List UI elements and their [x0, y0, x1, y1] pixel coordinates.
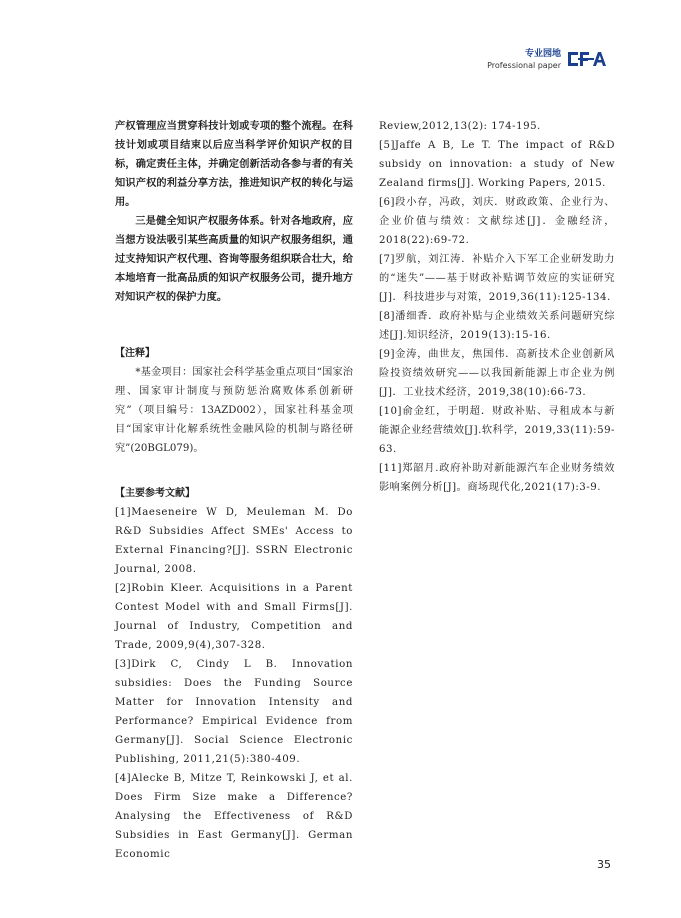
body-paragraph: 产权管理应当贯穿科技计划或专项的整个流程。在科技计划或项目结束以后应当科学评价知识产权的目标，确定责任主体，并确定创新活动各参与者的有关知识产权的利益分享方法，推进知识产权的转化与运用。: [115, 120, 353, 208]
journal-logo: [566, 48, 610, 70]
reference-item: [10]俞金红，于明超．财政补贴、寻租成本与新能源企业经营绩效[J].软科学，2019,33(11):59-63.: [379, 406, 615, 455]
body-paragraph: 三是健全知识产权服务体系。针对各地政府，应当想方设法吸引某些高质量的知识产权服务组织，通过支持知识产权代理、咨询等服务组织联合壮大，给本地培育一批高品质的知识产权服务公司，提升地方对知识产权的保护力度。: [115, 215, 353, 303]
journal-header: [487, 48, 561, 71]
references-heading: 【主要参考文献】: [115, 488, 195, 499]
reference-item: [9]金涛，曲世友，焦国伟．高新技术企业创新风险投资绩效研究——以我国新能源上市企业为例[J]．工业技术经济，2019,38(10):66-73.: [379, 349, 615, 398]
reference-item: [8]潘细香．政府补贴与企业绩效关系问题研究综述[J].知识经济，2019(13):15-16.: [379, 311, 615, 341]
reference-item: [2]Robin Kleer. Acquisitions in a Parent Contest Model with and Small Firms[J]. Journal of Industry, Competition and Trade, 2009,9(4),307-328.: [115, 583, 353, 651]
reference-item: [4]Alecke B, Mitze T, Reinkowski J, et al. Does Firm Size make a Difference? Analysing the Effectiveness of R&D Subsidies in East Germany[J]. German Economic: [115, 773, 353, 860]
section-title-en: Professional paper: [487, 61, 561, 70]
reference-item: [5]Jaffe A B, Le T. The impact of R&D subsidy on innovation: a study of New Zealand firms[J]. Working Papers, 2015.: [379, 140, 615, 189]
reference-item: [7]罗航，刘江涛．补贴介入下军工企业研发助力的“迷失”——基于财政补贴调节效应的实证研究[J]．科技进步与对策，2019,36(11):125-134.: [379, 254, 615, 303]
reference-item: [11]郑韶月.政府补助对新能源汽车企业财务绩效影响案例分析[J]。商场现代化,2021(17):3-9.: [379, 463, 615, 493]
reference-item: [3]Dirk C, Cindy L B. Innovation subsidies: Does the Funding Source Matter for Innovation Intensity and Performance? Empirical Evidence from Germany[J]. Social Science Electronic Publishing, 2011,21(5):380-409.: [115, 659, 353, 765]
reference-item: [6]段小存，冯政，刘庆．财政政策、企业行为、企业价值与绩效：文献综述[J]．金融经济，2018(22):69-72.: [379, 197, 615, 246]
right-column: [379, 117, 615, 497]
reference-item: [1]Maeseneire W D, Meuleman M. Do R&D Subsidies Affect SMEs' Access to External Financing?[J]. SSRN Electronic Journal, 2008.: [115, 507, 353, 575]
left-column: [115, 117, 353, 864]
section-title-cn: 专业园地: [524, 49, 561, 59]
note-heading: 【注释】: [115, 348, 155, 359]
reference-item: Review,2012,13(2): 174-195.: [379, 121, 541, 132]
page-number: 35: [597, 858, 611, 871]
note-text: *基金项目：国家社会科学基金重点项目“国家治理、国家审计制度与预防惩治腐败体系创新研究”（项目编号：13AZD002），国家社科基金项目“国家审计化解系统性金融风险的机制与路径研究”(20BGL079)。: [115, 367, 353, 454]
